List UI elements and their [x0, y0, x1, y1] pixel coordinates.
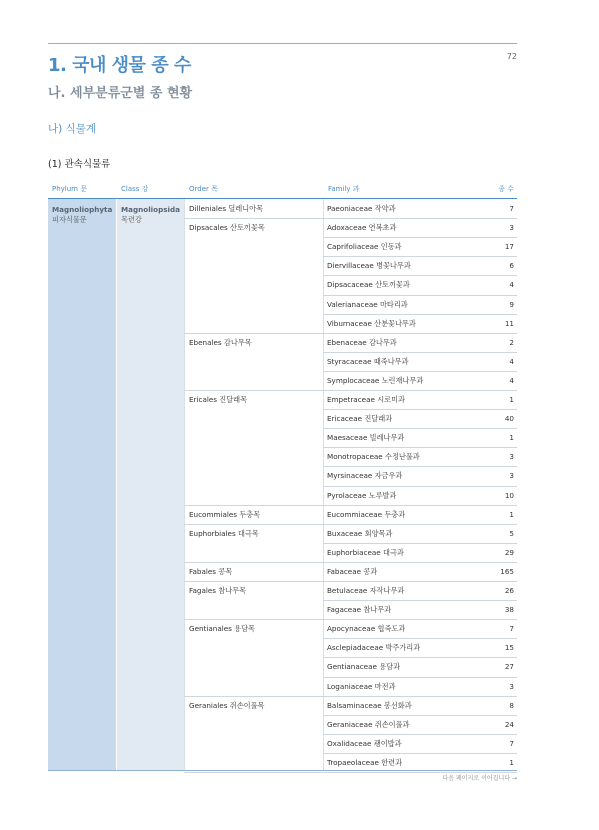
family-name: Symplocaceae 노린재나무과: [327, 375, 424, 385]
family-name: Valerianaceae 마타리과: [327, 299, 408, 309]
phylum-latin: Magnoliophyta: [52, 205, 113, 214]
family-name: Dipsacaceae 산토끼꽃과: [327, 280, 410, 290]
species-count: 4: [509, 280, 514, 290]
species-count: 11: [504, 318, 514, 328]
header-count: 종 수: [498, 185, 514, 193]
species-count: 8: [509, 700, 514, 710]
species-count: 1: [509, 757, 514, 767]
family-name: Euphorbiaceae 대극과: [327, 547, 404, 557]
species-count: 9: [509, 299, 514, 309]
species-count: 3: [509, 452, 514, 462]
table-caption: (1) 관속식물류: [48, 159, 111, 170]
section-heading: 나. 세부분류군별 종 현황: [48, 86, 193, 101]
family-name: Ericaceae 진달래과: [327, 414, 393, 424]
order-name: Eucommiales 두충목: [189, 509, 261, 519]
species-count: 2: [509, 337, 514, 347]
family-name: Ebenaceae 감나무과: [327, 337, 397, 347]
header-phylum: Phylum 문: [52, 185, 87, 193]
family-name: Fagaceae 참나무과: [327, 605, 392, 615]
continued-note: 다음 페이지로 이어집니다 →: [442, 775, 517, 782]
family-name: Buxaceae 회양목과: [327, 528, 393, 538]
class-column: [116, 199, 184, 770]
order-name: Fagales 참나무목: [189, 586, 247, 595]
species-count: 1: [509, 433, 514, 443]
order-name: Gentianales 용담목: [189, 624, 256, 634]
species-count: 3: [509, 681, 514, 691]
class-latin: Magnoliopsida: [121, 205, 180, 214]
order-name: Ericales 진달래목: [189, 395, 248, 404]
family-name: Caprifoliaceae 인동과: [327, 242, 402, 252]
species-count: 17: [504, 242, 514, 252]
family-name: Paeoniaceae 작약과: [327, 204, 396, 213]
family-name: Adoxaceae 연복초과: [327, 223, 397, 233]
order-name: Fabales 콩목: [189, 566, 233, 576]
species-count: 7: [509, 738, 514, 748]
family-name: Pyrolaceae 노루발과: [327, 490, 397, 500]
species-count: 10: [504, 490, 514, 500]
family-name: Empetraceae 시로미과: [327, 395, 405, 404]
top-rule: [48, 43, 517, 44]
family-name: Apocynaceae 협죽도과: [327, 624, 406, 634]
class-cell: [121, 205, 180, 225]
column-divider: [116, 199, 117, 770]
family-name: Myrsinaceae 자금우과: [327, 471, 403, 481]
species-count: 40: [504, 414, 514, 424]
species-count: 29: [504, 547, 514, 557]
family-name: Styracaceae 때죽나무과: [327, 356, 409, 366]
species-count: 38: [504, 605, 514, 615]
order-name: Geraniales 쥐손이풀목: [189, 700, 265, 710]
bottom-rule: [48, 770, 517, 771]
species-count: 3: [509, 471, 514, 481]
species-count: 27: [504, 662, 514, 672]
species-count: 24: [504, 719, 514, 729]
phylum-korean: 피자식물문: [52, 215, 87, 224]
family-name: Asclepiadaceae 박주가리과: [327, 643, 421, 653]
table-header: [48, 180, 517, 198]
family-name: Maesaceae 빌레나무과: [327, 433, 405, 443]
species-count: 26: [504, 586, 514, 595]
order-name: Dipsacales 산토끼꽃목: [189, 223, 265, 233]
species-count: 6: [509, 261, 514, 271]
phylum-column: [48, 199, 116, 770]
species-count: 3: [509, 223, 514, 233]
family-name: Gentianaceae 용담과: [327, 662, 401, 672]
chapter-heading: 1. 국내 생물 종 수: [48, 55, 191, 76]
header-family: Family 과: [328, 185, 360, 193]
order-name: Ebenales 감나무목: [189, 337, 252, 347]
header-class: Class 강: [121, 185, 149, 193]
header-order: Order 목: [189, 185, 218, 193]
class-korean: 목련강: [121, 215, 142, 224]
phylum-cell: [52, 205, 112, 225]
species-count: 15: [504, 643, 514, 653]
species-count: 165: [500, 566, 514, 576]
family-name: Loganiaceae 마전과: [327, 681, 396, 691]
family-name: Balsaminaceae 봉선화과: [327, 700, 412, 710]
species-count: 4: [509, 356, 514, 366]
column-divider: [184, 199, 185, 770]
family-name: Geraniaceae 쥐손이풀과: [327, 719, 410, 729]
page-number: 72: [506, 52, 517, 61]
species-count: 7: [509, 204, 514, 213]
family-name: Eucommiaceae 두충과: [327, 509, 406, 519]
species-count: 7: [509, 624, 514, 634]
species-count: 1: [509, 509, 514, 519]
family-name: Oxalidaceae 괭이밥과: [327, 738, 402, 748]
family-name: Betulaceae 자작나무과: [327, 586, 405, 595]
subsection-heading: 나) 식물계: [48, 123, 97, 135]
order-name: Dilleniales 딜레니아목: [189, 204, 264, 213]
family-name: Diervillaceae 병꽃나무과: [327, 261, 411, 271]
family-name: Tropaeolaceae 한련과: [327, 757, 403, 767]
family-name: Monotropaceae 수정난풀과: [327, 452, 420, 462]
order-name: Euphorbiales 대극목: [189, 528, 259, 538]
species-count: 5: [509, 528, 514, 538]
column-divider: [323, 199, 324, 770]
species-count: 1: [509, 395, 514, 404]
family-name: Fabaceae 콩과: [327, 566, 378, 576]
species-count: 4: [509, 375, 514, 385]
family-name: Viburnaceae 산분꽃나무과: [327, 318, 416, 328]
